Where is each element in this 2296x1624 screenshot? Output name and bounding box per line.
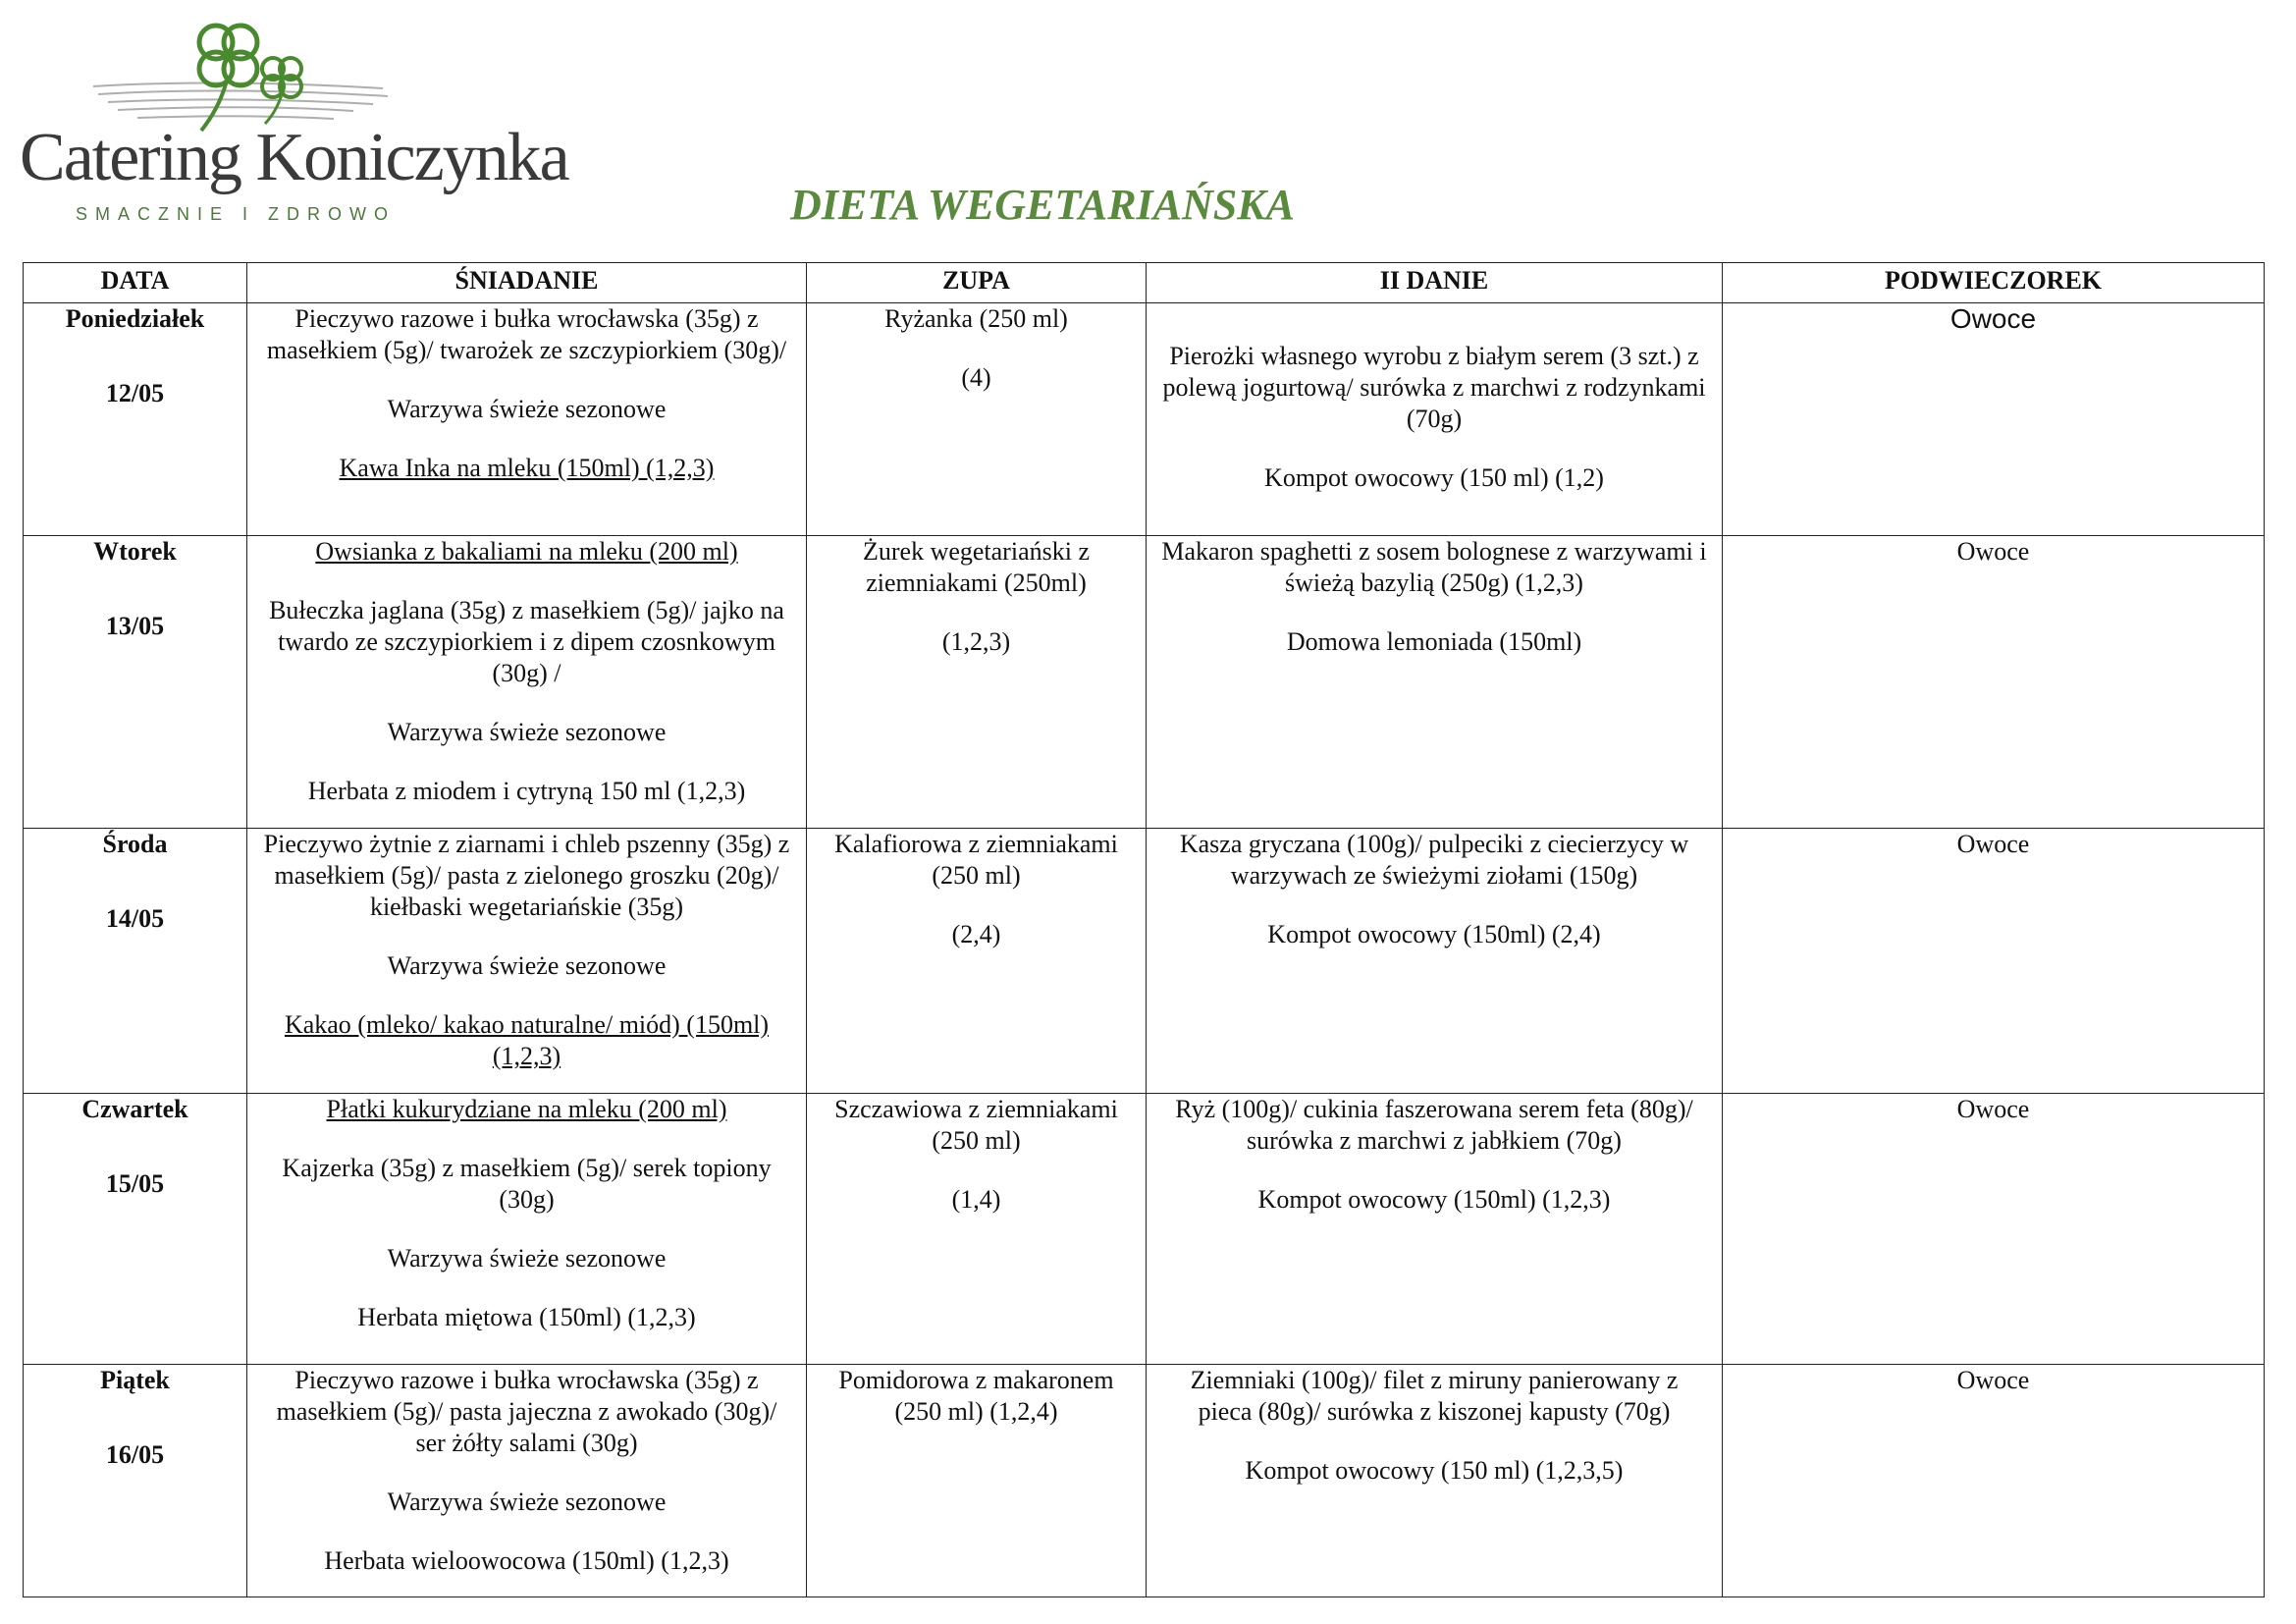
soup-cell xyxy=(807,303,1147,536)
main-item: Ryż (100g)/ cukinia faszerowana serem feta (80g)/ surówka z marchwi z jabłkiem (70g) xyxy=(1175,1095,1693,1155)
main-item: Kompot owocowy (150ml) (2,4) xyxy=(1267,920,1601,948)
main-item: Kasza gryczana (100g)/ pulpeciki z ciecierzycy w warzywach ze świeżymi ziołami (150g) xyxy=(1179,830,1689,890)
snack-cell: Owoce xyxy=(1723,1365,2265,1597)
table-row xyxy=(24,829,2265,1094)
breakfast-item: Kajzerka (35g) z masełkiem (5g)/ serek topiony (30g) xyxy=(282,1154,772,1214)
breakfast-item: Warzywa świeże sezonowe xyxy=(387,395,667,423)
soup-allergens: (4) xyxy=(961,363,991,392)
day-cell xyxy=(24,1365,247,1597)
day-name: Środa xyxy=(102,830,168,858)
soup-cell xyxy=(807,536,1147,829)
table-row xyxy=(24,303,2265,536)
day-name: Piątek xyxy=(100,1366,170,1394)
breakfast-item: Kawa Inka na mleku (150ml) (1,2,3) xyxy=(339,454,715,482)
breakfast-item: Herbata miętowa (150ml) (1,2,3) xyxy=(357,1303,696,1331)
breakfast-item: Bułeczka jaglana (35g) z masełkiem (5g)/ jajko na twardo ze szczypiorkiem i z dipem czosnkowym (30g) / xyxy=(269,596,784,687)
snack-cell: Owoce xyxy=(1723,1094,2265,1365)
soup-item: Kalafiorowa z ziemniakami (250 ml) xyxy=(834,830,1118,890)
breakfast-item: Warzywa świeże sezonowe xyxy=(387,1488,667,1516)
menu-table xyxy=(23,262,2265,1597)
soup-allergens: (2,4) xyxy=(951,920,1001,948)
breakfast-item: Pieczywo razowe i bułka wrocławska (35g) z masełkiem (5g)/ pasta jajeczna z awokado (30g)/ ser żółty salami (30g) xyxy=(276,1366,777,1457)
main-cell xyxy=(1147,829,1723,1094)
day-date: 16/05 xyxy=(105,1440,165,1469)
breakfast-item: Kakao (mleko/ kakao naturalne/ miód) (150ml) (1,2,3) xyxy=(284,1010,770,1070)
snack-cell: Owoce xyxy=(1723,536,2265,829)
day-cell xyxy=(24,536,247,829)
day-name: Poniedziałek xyxy=(65,304,205,333)
day-name: Wtorek xyxy=(93,537,177,566)
main-item: Domowa lemoniada (150ml) xyxy=(1286,627,1582,656)
header-snack: PODWIECZOREK xyxy=(1723,263,2265,303)
breakfast-item: Herbata wieloowocowa (150ml) (1,2,3) xyxy=(324,1546,729,1575)
brand-tagline: SMACZNIE I ZDROWO xyxy=(76,204,396,224)
table-row xyxy=(24,1094,2265,1365)
table-row xyxy=(24,1365,2265,1597)
day-date: 12/05 xyxy=(105,379,165,407)
day-name: Czwartek xyxy=(81,1095,188,1123)
breakfast-item: Warzywa świeże sezonowe xyxy=(387,951,667,980)
soup-allergens: (1,4) xyxy=(951,1185,1001,1214)
soup-item: Pomidorowa z makaronem (250 ml) (1,2,4) xyxy=(838,1366,1114,1426)
day-cell xyxy=(24,303,247,536)
day-date: 15/05 xyxy=(105,1169,165,1198)
soup-cell xyxy=(807,1094,1147,1365)
main-cell xyxy=(1147,1365,1723,1597)
header-breakfast: ŚNIADANIE xyxy=(247,263,807,303)
breakfast-item: Pieczywo żytnie z ziarnami i chleb pszenny (35g) z masełkiem (5g)/ pasta z zielonego groszku (20g)/ kiełbaski wegetariańskie (35g) xyxy=(263,830,790,921)
header-row xyxy=(24,263,2265,303)
snack-cell: Owoce xyxy=(1723,303,2265,536)
soup-item: Ryżanka (250 ml) xyxy=(884,304,1068,333)
soup-cell xyxy=(807,829,1147,1094)
day-cell xyxy=(24,1094,247,1365)
table-row xyxy=(24,536,2265,829)
day-date: 13/05 xyxy=(105,612,165,640)
soup-cell xyxy=(807,1365,1147,1597)
main-cell xyxy=(1147,536,1723,829)
breakfast-cell xyxy=(247,829,807,1094)
main-item: Ziemniaki (100g)/ filet z miruny panierowany z pieca (80g)/ surówka z kiszonej kapusty (70g) xyxy=(1190,1366,1679,1426)
logo xyxy=(20,18,568,229)
clover-logo-icon xyxy=(20,18,452,135)
header-date: DATA xyxy=(24,263,247,303)
page-title: DIETA WEGETARIAŃSKA xyxy=(790,181,1295,229)
breakfast-cell xyxy=(247,303,807,536)
breakfast-cell xyxy=(247,1094,807,1365)
breakfast-item: Pieczywo razowe i bułka wrocławska (35g) z masełkiem (5g)/ twarożek ze szczypiorkiem (30g)/ xyxy=(266,304,787,364)
breakfast-item: Warzywa świeże sezonowe xyxy=(387,1244,667,1272)
main-cell xyxy=(1147,303,1723,536)
breakfast-cell xyxy=(247,536,807,829)
soup-allergens: (1,2,3) xyxy=(941,627,1011,656)
brand-name: Catering Koniczynka xyxy=(20,120,568,195)
main-item: Makaron spaghetti z sosem bolognese z warzywami i świeżą bazylią (250g) (1,2,3) xyxy=(1161,537,1707,597)
breakfast-item: Herbata z miodem i cytryną 150 ml (1,2,3) xyxy=(307,777,746,805)
day-date: 14/05 xyxy=(105,904,165,933)
main-item: Pierożki własnego wyrobu z białym serem (3 szt.) z polewą jogurtową/ surówka z marchwi z rodzynkami (70g) xyxy=(1162,342,1706,433)
header-main: II DANIE xyxy=(1147,263,1723,303)
breakfast-item: Owsianka z bakaliami na mleku (200 ml) xyxy=(315,537,738,566)
breakfast-item: Warzywa świeże sezonowe xyxy=(387,718,667,746)
breakfast-cell xyxy=(247,1365,807,1597)
main-item: Kompot owocowy (150 ml) (1,2,3,5) xyxy=(1245,1456,1624,1485)
snack-cell: Owoce xyxy=(1723,829,2265,1094)
soup-item: Żurek wegetariański z ziemniakami (250ml) xyxy=(862,537,1090,597)
header-soup: ZUPA xyxy=(807,263,1147,303)
main-item: Kompot owocowy (150ml) (1,2,3) xyxy=(1257,1185,1611,1214)
day-cell xyxy=(24,829,247,1094)
main-cell xyxy=(1147,1094,1723,1365)
main-item: Kompot owocowy (150 ml) (1,2) xyxy=(1264,463,1604,492)
breakfast-item: Płatki kukurydziane na mleku (200 ml) xyxy=(326,1095,727,1123)
soup-item: Szczawiowa z ziemniakami (250 ml) xyxy=(834,1095,1118,1155)
